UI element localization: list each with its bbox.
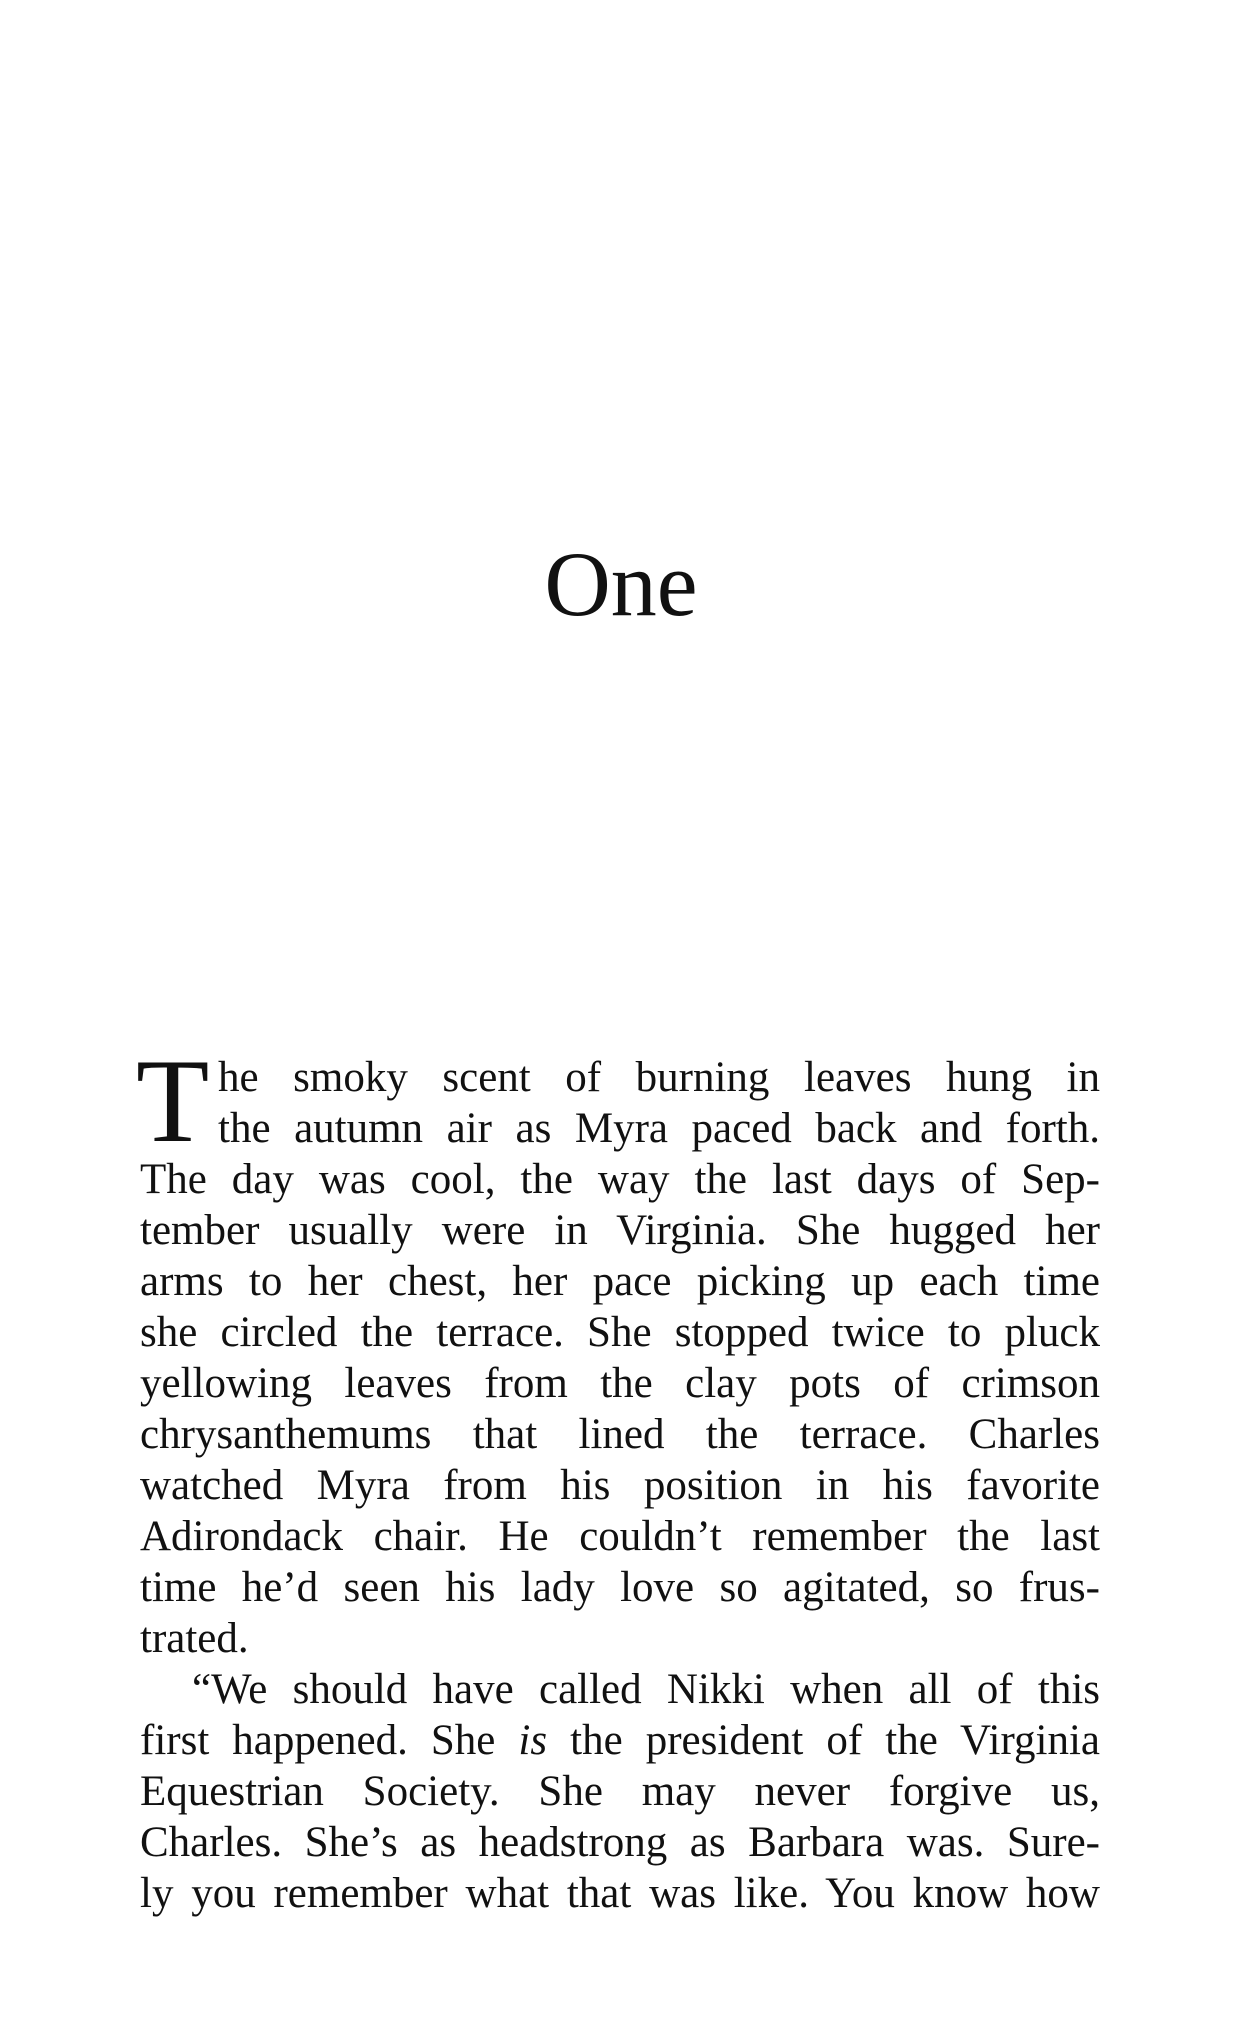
text-line: Equestrian Society. She may never forgive us, xyxy=(140,1768,1100,1815)
paragraph-2 xyxy=(140,1664,1100,1919)
text-line: chrysanthemums that lined the terrace. Charles xyxy=(140,1411,1100,1458)
text-line: ly you remember what that was like. You know how xyxy=(140,1870,1100,1917)
text-segment: first happened. She xyxy=(140,1717,519,1764)
drop-cap: T xyxy=(136,1034,210,1167)
text-segment: the president of the Virginia xyxy=(547,1717,1100,1764)
text-line: Charles. She’s as headstrong as Barbara was. Sure- xyxy=(140,1819,1100,1866)
text-line: tember usually were in Virginia. She hugged her xyxy=(140,1207,1100,1254)
paragraph-1 xyxy=(136,1034,1100,1664)
text-line: watched Myra from his position in his favorite xyxy=(140,1462,1100,1509)
text-line: “We should have called Nikki when all of this xyxy=(192,1666,1100,1713)
text-line: yellowing leaves from the clay pots of crimson xyxy=(140,1360,1100,1407)
text-line xyxy=(140,1715,1100,1766)
italic-emphasis: is xyxy=(518,1717,548,1764)
chapter-title: One xyxy=(544,533,698,635)
text-line: time he’d seen his lady love so agitated, so frus- xyxy=(140,1564,1100,1611)
text-line: she circled the terrace. She stopped twice to pluck xyxy=(140,1309,1100,1356)
text-line-content: he smoky scent of burning leaves hung in xyxy=(218,1054,1100,1101)
text-line: Adirondack chair. He couldn’t remember the last xyxy=(140,1513,1100,1560)
text-line: arms to her chest, her pace picking up each time xyxy=(140,1258,1100,1305)
text-line: the autumn air as Myra paced back and forth. xyxy=(218,1105,1100,1152)
body-text xyxy=(136,1034,1100,1919)
text-line: The day was cool, the way the last days of Sep- xyxy=(140,1156,1100,1203)
text-line: trated. xyxy=(140,1615,249,1662)
